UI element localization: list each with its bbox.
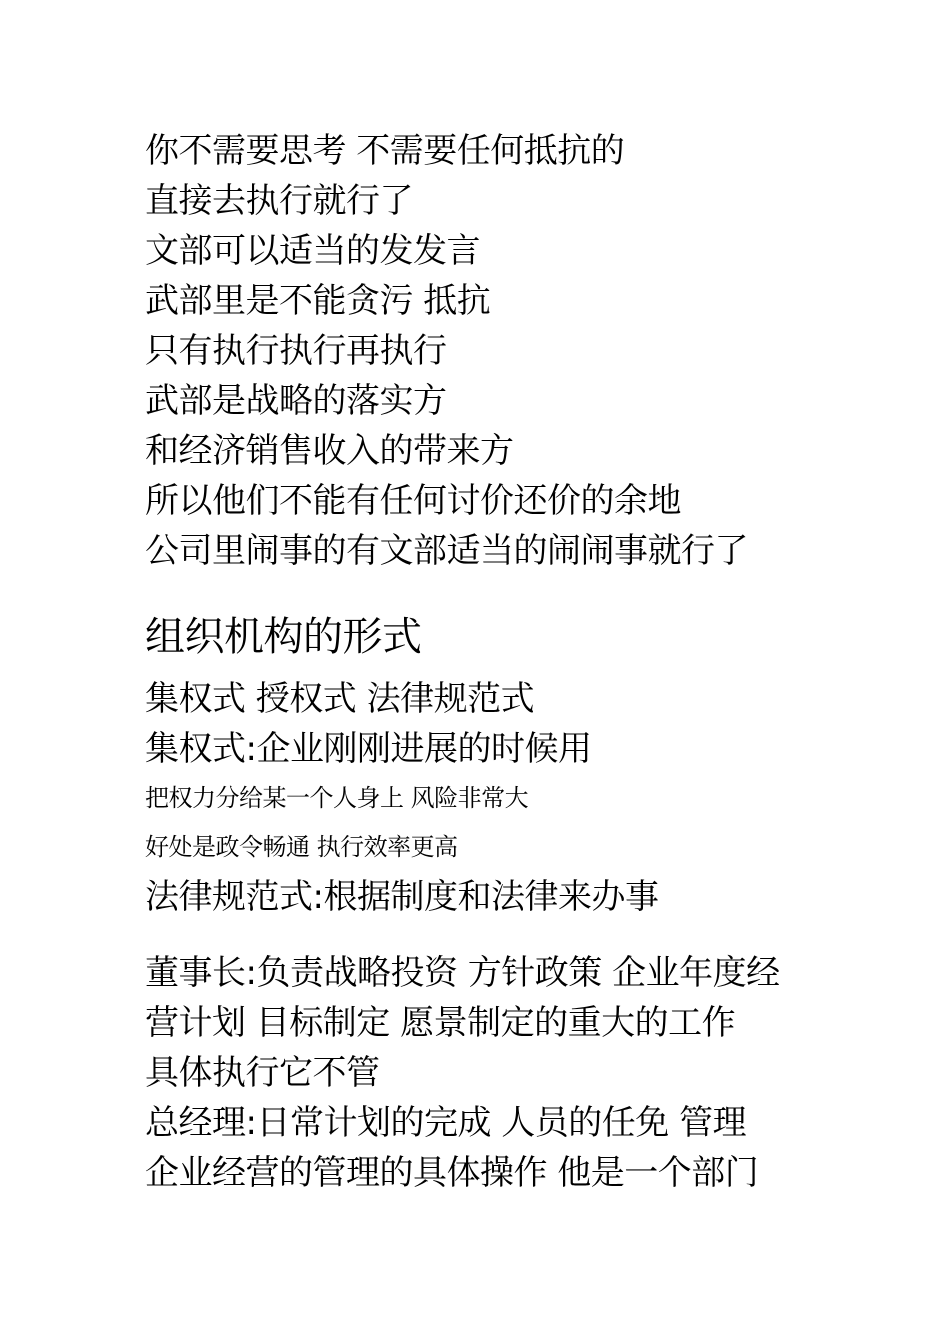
text-line: 只有执行执行再执行	[145, 331, 447, 371]
text-line: 和经济销售收入的带来方	[145, 431, 514, 471]
text-line-small: 好处是政令畅通 执行效率更高	[145, 833, 458, 861]
text-line: 企业经营的管理的具体操作 他是一个部门	[145, 1153, 759, 1193]
text-line: 公司里闹事的有文部适当的闹闹事就行了	[145, 531, 748, 571]
text-line: 武部里是不能贪污 抵抗	[145, 281, 491, 321]
text-line: 集权式 授权式 法律规范式	[145, 679, 535, 719]
text-line: 直接去执行就行了	[145, 181, 413, 221]
text-line: 总经理:日常计划的完成 人员的任免 管理	[145, 1103, 747, 1143]
text-line: 集权式:企业刚刚进展的时候用	[145, 729, 592, 769]
text-line: 董事长:负责战略投资 方针政策 企业年度经	[145, 953, 780, 993]
text-line: 具体执行它不管	[145, 1053, 380, 1093]
text-line: 武部是战略的落实方	[145, 381, 447, 421]
text-line: 所以他们不能有任何讨价还价的余地	[145, 481, 681, 521]
text-line: 你不需要思考 不需要任何抵抗的	[145, 131, 625, 171]
section-heading: 组织机构的形式	[145, 614, 422, 660]
text-line: 营计划 目标制定 愿景制定的重大的工作	[145, 1003, 736, 1043]
text-line-small: 把权力分给某一个人身上 风险非常大	[145, 784, 529, 812]
text-line: 文部可以适当的发发言	[145, 231, 480, 271]
text-line: 法律规范式:根据制度和法律来办事	[145, 877, 659, 917]
